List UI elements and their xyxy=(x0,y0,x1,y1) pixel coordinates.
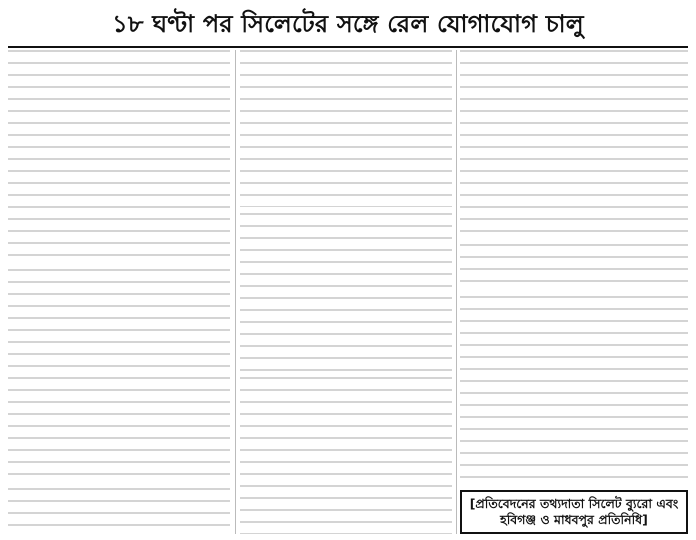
article-body xyxy=(8,50,688,534)
column-divider xyxy=(235,50,236,534)
headline-rule xyxy=(8,46,688,48)
body-paragraph-placeholder xyxy=(240,213,452,370)
body-paragraph-placeholder xyxy=(8,269,230,482)
headline: ১৮ ঘণ্টা পর সিলেটের সঙ্গে রেল যোগাযোগ চালু xyxy=(112,10,584,38)
column-3 xyxy=(460,50,688,534)
body-paragraph-placeholder xyxy=(460,50,688,238)
body-paragraph-placeholder xyxy=(460,244,688,290)
column-divider xyxy=(456,50,457,534)
body-paragraph-placeholder xyxy=(8,50,230,263)
body-paragraph-placeholder xyxy=(240,377,452,534)
body-paragraph-placeholder xyxy=(8,488,230,534)
column-1 xyxy=(8,50,230,534)
body-paragraph-placeholder xyxy=(240,50,452,207)
column-2 xyxy=(240,50,452,534)
body-paragraph-placeholder xyxy=(460,296,688,484)
contributor-credit: [প্রতিবেদনের তথ্যদাতা সিলেট ব্যুরো এবং হবিগঞ্জ ও মাধবপুর প্রতিনিধি] xyxy=(460,490,688,534)
